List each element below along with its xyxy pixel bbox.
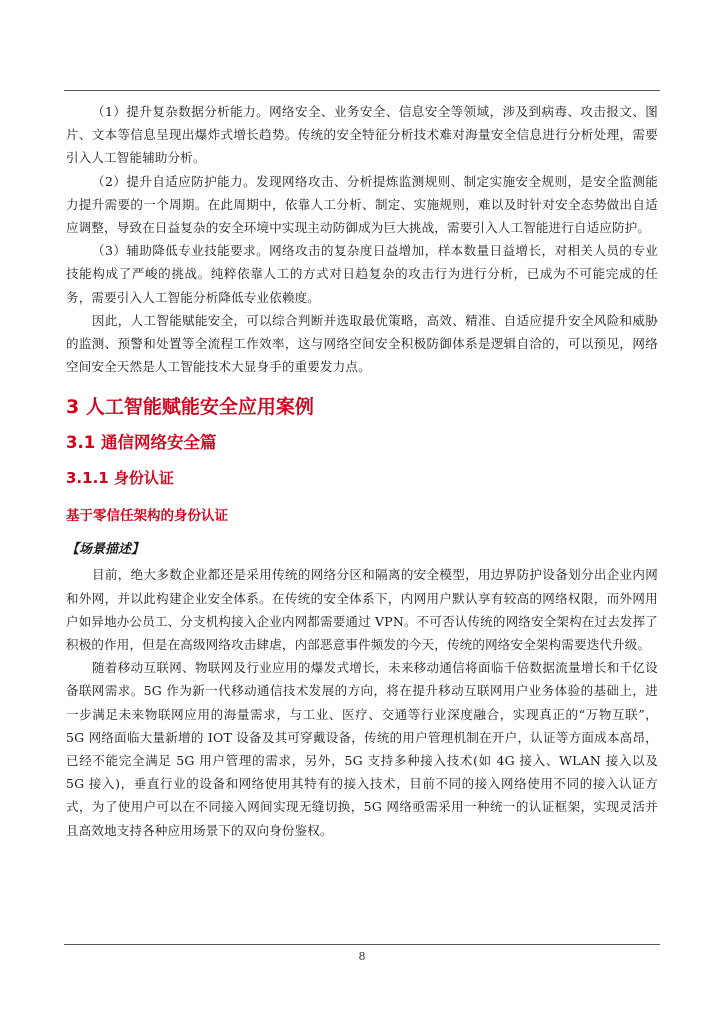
paragraph-traditional-security-model: 目前，绝大多数企业都还是采用传统的网络分区和隔离的安全模型，用边界防护设备划分出企业内网和外网，并以此构建企业安全体系。在传统的安全体系下，内网用户默认享有较高的网络权限，而外网用户如异地办公员工、分支机构接入企业内网都需要通过 VPN。不可否认传统的网络安全架构在过去发挥了积极的作用，但是在高级网络攻击肆虐，内部恶意事件频发的今天，传统的网络安全架构需要迭代升级。 — [66, 567, 658, 653]
paragraph-adaptive-protection: （2）提升自适应防护能力。发现网络攻击、分析提炼监测规则、制定实施安全规则，是安全监测能力提升需要的一个周期。在此周期中，依靠人工分析、制定、实施规则，难以及时针对安全态势做出自适应调整，导致在日益复杂的安全环境中实现主动防御成为巨大挑战，需要引入人工智能进行自适应防护。 — [66, 173, 658, 236]
paragraph-conclusion: 因此，人工智能赋能安全，可以综合判断并选取最优策略，高效、精准、自适应提升安全风险和威胁的监测、预警和处置等全流程工作效率，这与网络空间安全积极防御体系是逻辑自洽的，可以预见，网络空间安全天然是人工智能技术大显身手的重要发力点。 — [66, 312, 658, 375]
page-content — [66, 100, 658, 842]
paragraph-complex-data-analysis: （1）提升复杂数据分析能力。网络安全、业务安全、信息安全等领域，涉及到病毒、攻击报文、图片、文本等信息呈现出爆炸式增长趋势。传统的安全特征分析技术难对海量安全信息进行分析处理，需要引入人工智能辅助分析。 — [66, 104, 658, 166]
footer-rule — [64, 944, 660, 945]
paragraph-5g-authentication: 随着移动互联网、物联网及行业应用的爆发式增长，未来移动通信将面临千倍数据流量增长和千亿设备联网需求。5G 作为新一代移动通信技术发展的方向，将在提升移动互联网用户业务体验的基础上，进一步满足未来物联网应用的海量需求，与工业、医疗、交通等行业深度融合，实现真正的“万物互联”， 5G 网络面临大量新增的 IOT 设备及其可穿戴设备，传统的用户管理机制在开户，认证等方面成本高昂，已经不能完全满足 5G 用户管理的需求，另外，5G 支持多种接入技术(如 4G 接入、WLAN 接入以及 5G 接入)，垂直行业的设备和网络使用其特有的接入技术，目前不同的接入网络使用不同的接入认证方式，为了使用户可以在不同接入网间实现无缝切换，5G 网络亟需采用一种统一的认证框架，实现灵活并且高效地支持各种应用场景下的双向身份鉴权。 — [66, 660, 658, 838]
section-heading-3-1: 3.1 通信网络安全篇 — [66, 433, 217, 453]
scene-description-label: 【场景描述】 — [66, 542, 145, 558]
header-rule — [64, 90, 660, 91]
page-number: 8 — [358, 950, 366, 963]
section-heading-3: 3 人工智能赋能安全应用案例 — [66, 396, 314, 419]
case-title: 基于零信任架构的身份认证 — [66, 508, 228, 525]
section-heading-3-1-1: 3.1.1 身份认证 — [66, 469, 174, 488]
paragraph-reduce-skill-requirements: （3）辅助降低专业技能要求。网络攻击的复杂度日益增加，样本数量日益增长，对相关人员的专业技能构成了严峻的挑战。纯粹依靠人工的方式对日趋复杂的攻击行为进行分析，已成为不可能完成的任务，需要引入人工智能分析降低专业依赖度。 — [66, 243, 658, 305]
